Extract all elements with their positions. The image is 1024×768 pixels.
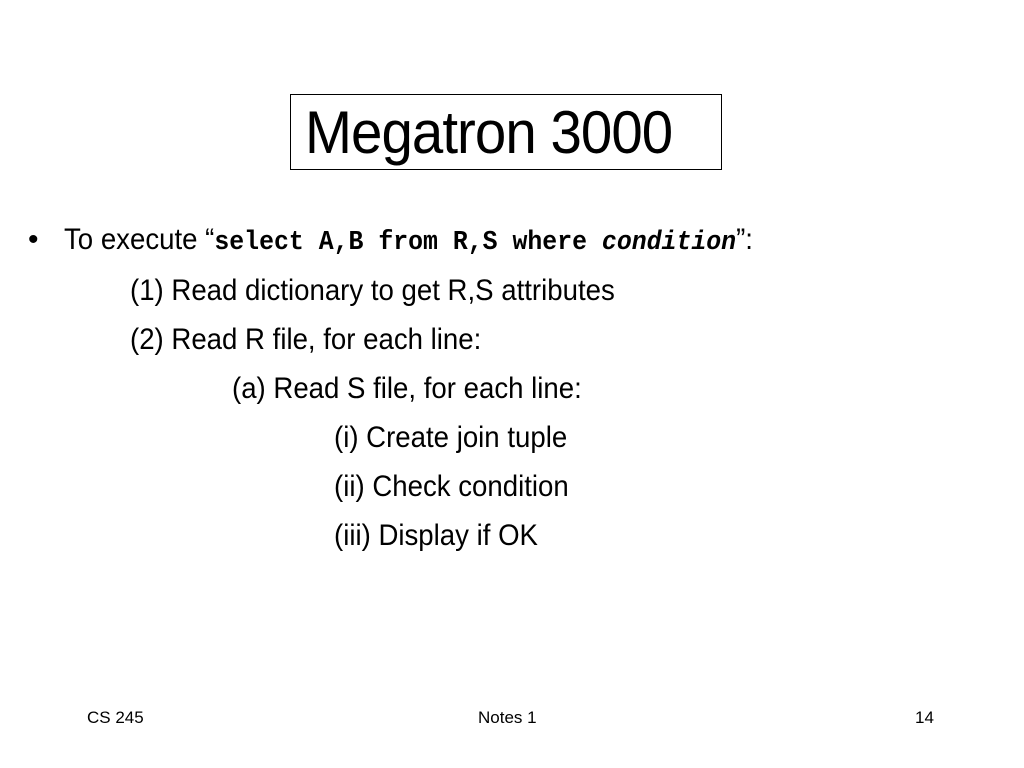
bullet-text (64, 220, 753, 263)
step-2: (2) Read R file, for each line: (130, 323, 482, 356)
query-code: select A,B from R,S where (214, 228, 602, 258)
footer-notes: Notes 1 (478, 708, 537, 727)
step-1: (1) Read dictionary to get R,S attributes (130, 274, 615, 307)
bullet-suffix: ”: (736, 223, 753, 256)
bullet-marker: • (28, 223, 39, 256)
step-2a-ii: (ii) Check condition (334, 470, 569, 503)
footer-course: CS 245 (87, 708, 144, 727)
footer-page-number: 14 (915, 708, 934, 727)
slide-title: Megatron 3000 (305, 99, 673, 166)
step-2a: (a) Read S file, for each line: (232, 372, 582, 405)
step-2a-i: (i) Create join tuple (334, 421, 568, 454)
bullet-prefix: To execute “ (64, 223, 215, 256)
title-box (290, 94, 722, 170)
step-2a-iii: (iii) Display if OK (334, 519, 538, 552)
query-condition: condition (601, 228, 737, 258)
